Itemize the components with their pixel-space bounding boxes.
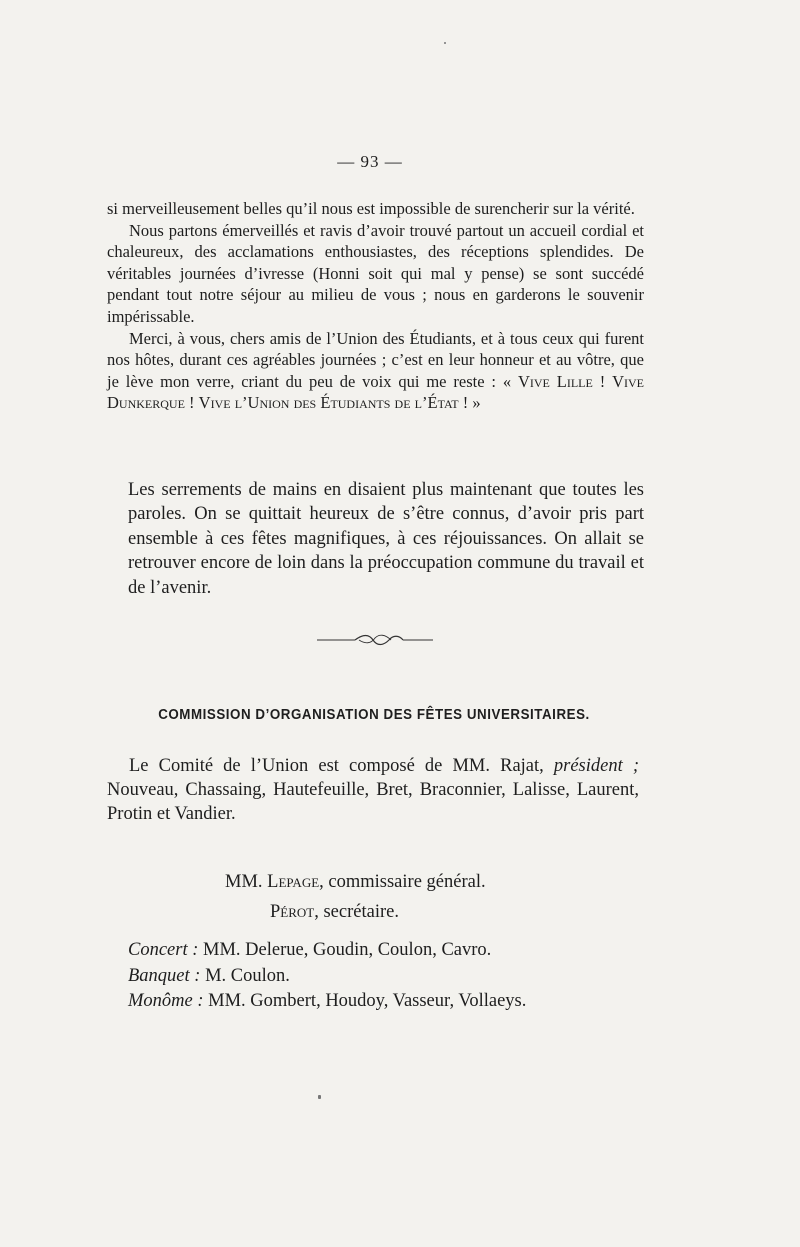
role-names: M. Coulon. [200, 965, 290, 986]
toast-cheer: Vive Dunkerque [107, 371, 645, 413]
committee-text: Le Comité de l’Union est composé de MM. Rajat, [129, 756, 554, 776]
role-label: Concert : [128, 940, 199, 960]
toast-cheer: Vive Lille [517, 371, 593, 391]
roles-list [128, 938, 648, 1015]
role-line [128, 989, 648, 1015]
paper-speck [318, 1095, 321, 1099]
committee-members: Nouveau, Chassaing, Hautefeuille, Bret, Braconnier, Lalisse, Laurent, Protin et Vandier. [107, 780, 639, 824]
role-names: MM. Delerue, Goudin, Coulon, Cavro. [198, 940, 492, 960]
secretary-role: , secrétaire. [314, 902, 399, 922]
speech-paragraph: si merveilleusement belles qu’il nous est impossible de surencherir sur la vérité. [107, 199, 635, 218]
toast-end: ! » [458, 393, 481, 413]
toast-cheer: Vive l’Union des Étudiants de l’État [198, 393, 459, 413]
secretary-name: Pérot [270, 902, 315, 922]
role-line [128, 938, 648, 964]
commissioner-prefix: MM. [225, 872, 268, 892]
paper-speck [444, 42, 446, 44]
role-label: Monôme : [128, 991, 204, 1011]
secretary-line [270, 902, 800, 923]
ornament-divider [315, 632, 435, 648]
role-label: Banquet : [128, 965, 201, 986]
section-heading: COMMISSION D’ORGANISATION DES FÊTES UNIVERSITAIRES. [158, 707, 590, 723]
toast-separator: ! [592, 371, 613, 391]
speech-paragraph-toast [107, 328, 644, 414]
page-number: — 93 — [337, 152, 403, 171]
commissioner-name: Lepage [267, 872, 320, 892]
committee-paragraph [107, 754, 639, 826]
commissioner-role: , commissaire général. [319, 872, 486, 892]
commissioner-general-line [225, 872, 800, 893]
speech-excerpt [107, 198, 644, 414]
president-label: président ; [553, 756, 639, 776]
toast-separator: ! [184, 393, 199, 413]
role-names: MM. Gombert, Houdoy, Vasseur, Vollaeys. [203, 991, 527, 1011]
role-line [128, 964, 648, 990]
closing-paragraph: Les serrements de mains en disaient plus maintenant que toutes les paroles. On se quittait heureux de s’être connus, d’avoir pris part ensemble à ces fêtes magnifiques, à ces réjouissances. On allait se retrouver encore de loin dans la préoccupation commune du travail et de l’avenir. [128, 480, 644, 598]
speech-paragraph: Nous partons émerveillés et ravis d’avoir trouvé partout un accueil cordial et chaleureux, des acclamations enthousiastes, des réceptions splendides. De véritables journées d’ivresse (Honni soit qui mal y pense) se sont succédé pendant tout notre séjour au milieu de vous ; nous en garderons le souvenir impérissable. [107, 220, 644, 326]
toast-text: Merci, à vous, chers amis de l’Union des Étudiants, et à tous ceux qui furent nos hôtes, durant ces agréables journées ; c’est en leur honneur et au vôtre, que je lève mon verre, criant du peu de voix qui me reste : « [107, 328, 644, 391]
